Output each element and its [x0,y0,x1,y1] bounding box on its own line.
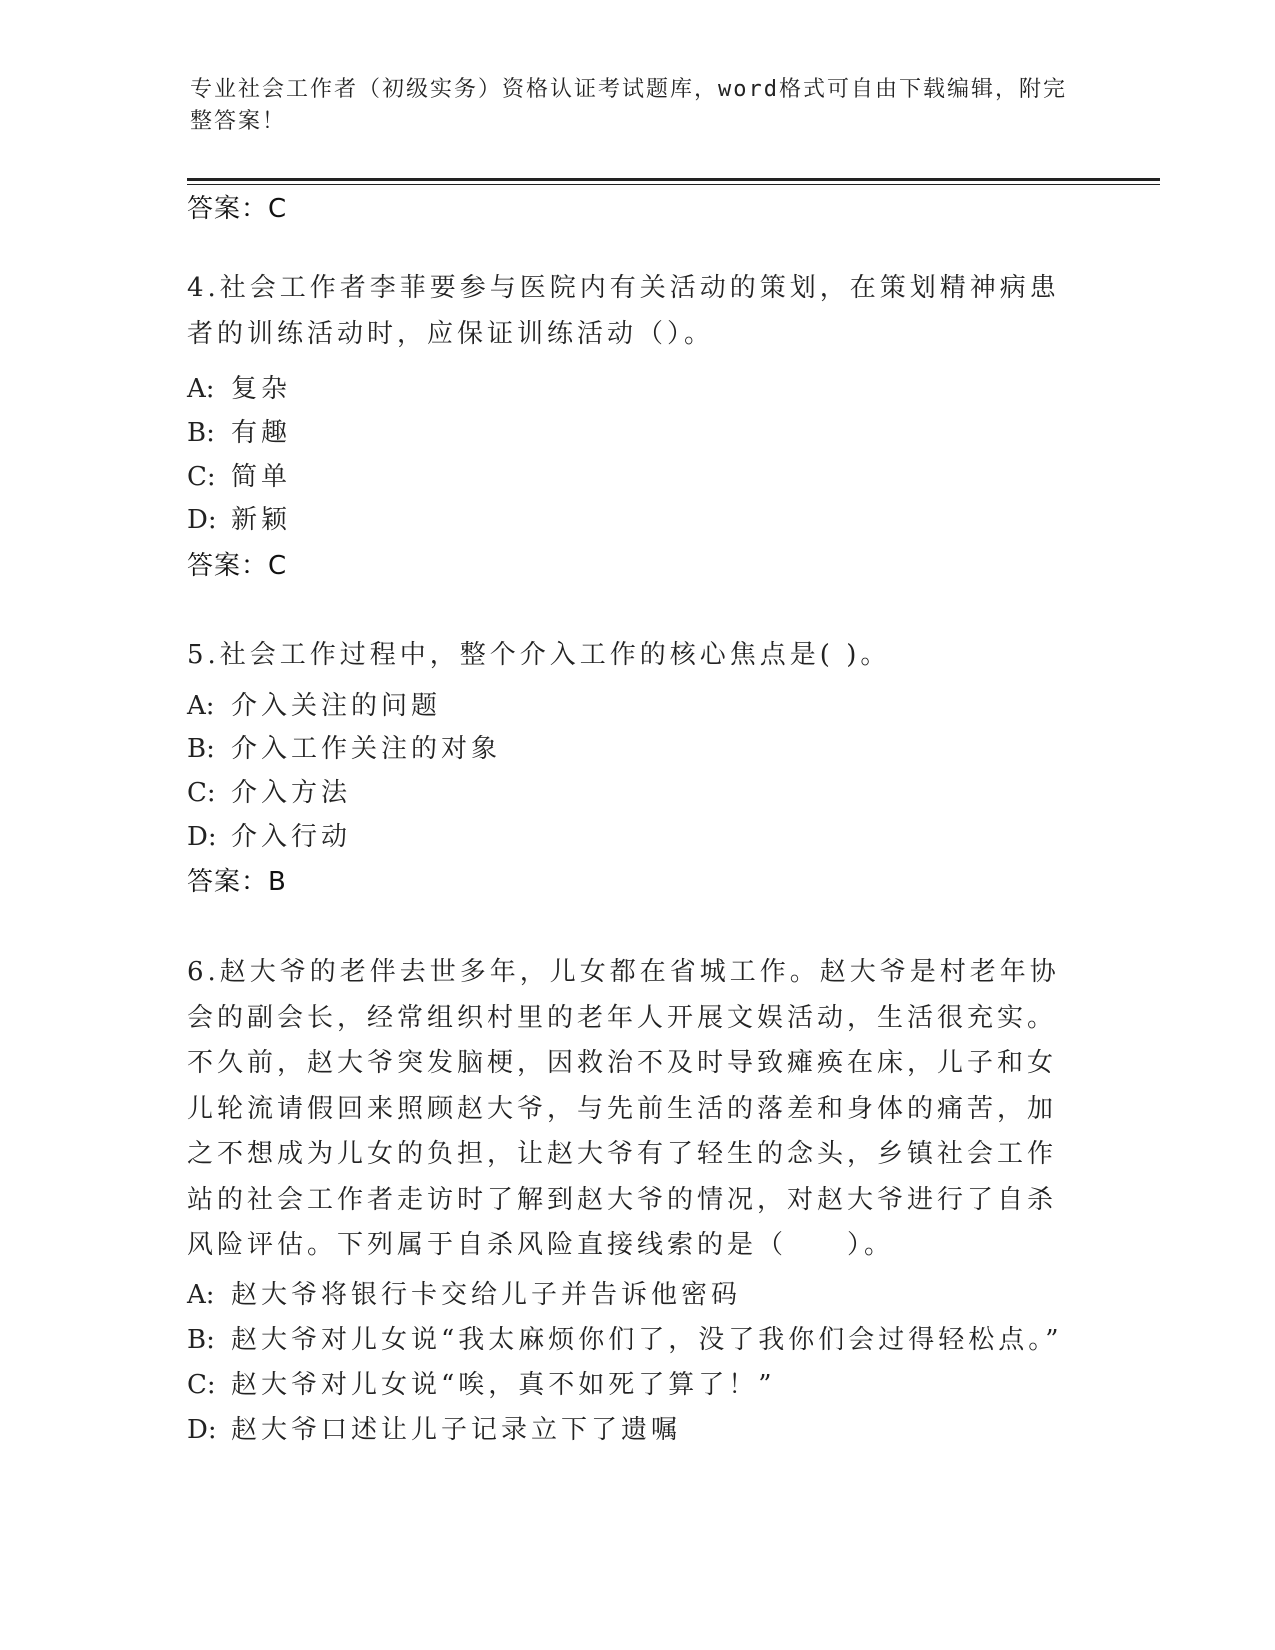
question-4-stem: 4.社会工作者李菲要参与医院内有关活动的策划，在策划精神病患者的训练活动时，应保证训练活动（）。 [187,273,1060,349]
option-text: 赵大爷对儿女说“唉，真不如死了算了！” [231,1370,776,1400]
question-6-option-c [187,1368,1147,1402]
option-key: B: [187,418,215,448]
option-text: 赵大爷对儿女说“我太麻烦你们了，没了我你们会过得轻松点。” [231,1325,1063,1355]
question-4-option-b [187,416,1147,450]
option-key: C: [187,778,216,808]
question-6-option-a [187,1278,1147,1312]
question-4-option-a [187,372,1147,406]
option-key: C: [187,462,216,492]
option-text: 新颖 [231,505,292,535]
option-key: D: [187,505,217,535]
question-5-option-c [187,776,1147,810]
option-key: D: [187,1415,217,1445]
option-text: 复杂 [231,374,292,404]
question-5-stem: 5.社会工作过程中，整个介入工作的核心焦点是( )。 [187,640,891,670]
answer-q4: 答案：C [187,551,288,581]
option-text: 赵大爷口述让儿子记录立下了遗嘱 [231,1415,682,1445]
option-key: B: [187,734,215,764]
question-5-option-b [187,732,1147,766]
answer-q3: 答案：C [187,194,288,224]
question-4-option-d [187,503,1147,537]
option-text: 赵大爷将银行卡交给儿子并告诉他密码 [231,1280,742,1310]
option-key: A: [187,691,215,721]
option-key: C: [187,1370,216,1400]
option-text: 介入工作关注的对象 [231,734,502,764]
option-key: D: [187,822,217,852]
option-text: 介入方法 [231,778,352,808]
option-key: A: [187,374,215,404]
question-6-option-b [187,1323,1147,1357]
page-header: 专业社会工作者（初级实务）资格认证考试题库，word格式可自由下载编辑，附完整答案！ [190,77,1067,134]
answer-q5: 答案：B [187,867,287,897]
question-4-option-c [187,460,1147,494]
option-text: 有趣 [231,418,292,448]
question-5-option-a [187,689,1147,723]
question-6-stem: 6.赵大爷的老伴去世多年，儿女都在省城工作。赵大爷是村老年协会的副会长，经常组织村里的老年人开展文娱活动，生活很充实。不久前，赵大爷突发脑梗，因救治不及时导致瘫痪在床，儿子和女儿轮流请假回来照顾赵大爷，与先前生活的落差和身体的痛苦，加之不想成为儿女的负担，让赵大爷有了轻生的念头，乡镇社会工作站的社会工作者走访时了解到赵大爷的情况，对赵大爷进行了自杀风险评估。下列属于自杀风险直接线索的是（ ）。 [187,957,1060,1260]
option-text: 简单 [231,462,292,492]
question-6-option-d [187,1413,1147,1447]
header-divider-thick [187,178,1160,181]
question-5-option-d [187,820,1147,854]
option-text: 介入行动 [231,822,352,852]
option-key: A: [187,1280,215,1310]
option-text: 介入关注的问题 [231,691,442,721]
header-divider-thin [187,184,1160,185]
option-key: B: [187,1325,215,1355]
